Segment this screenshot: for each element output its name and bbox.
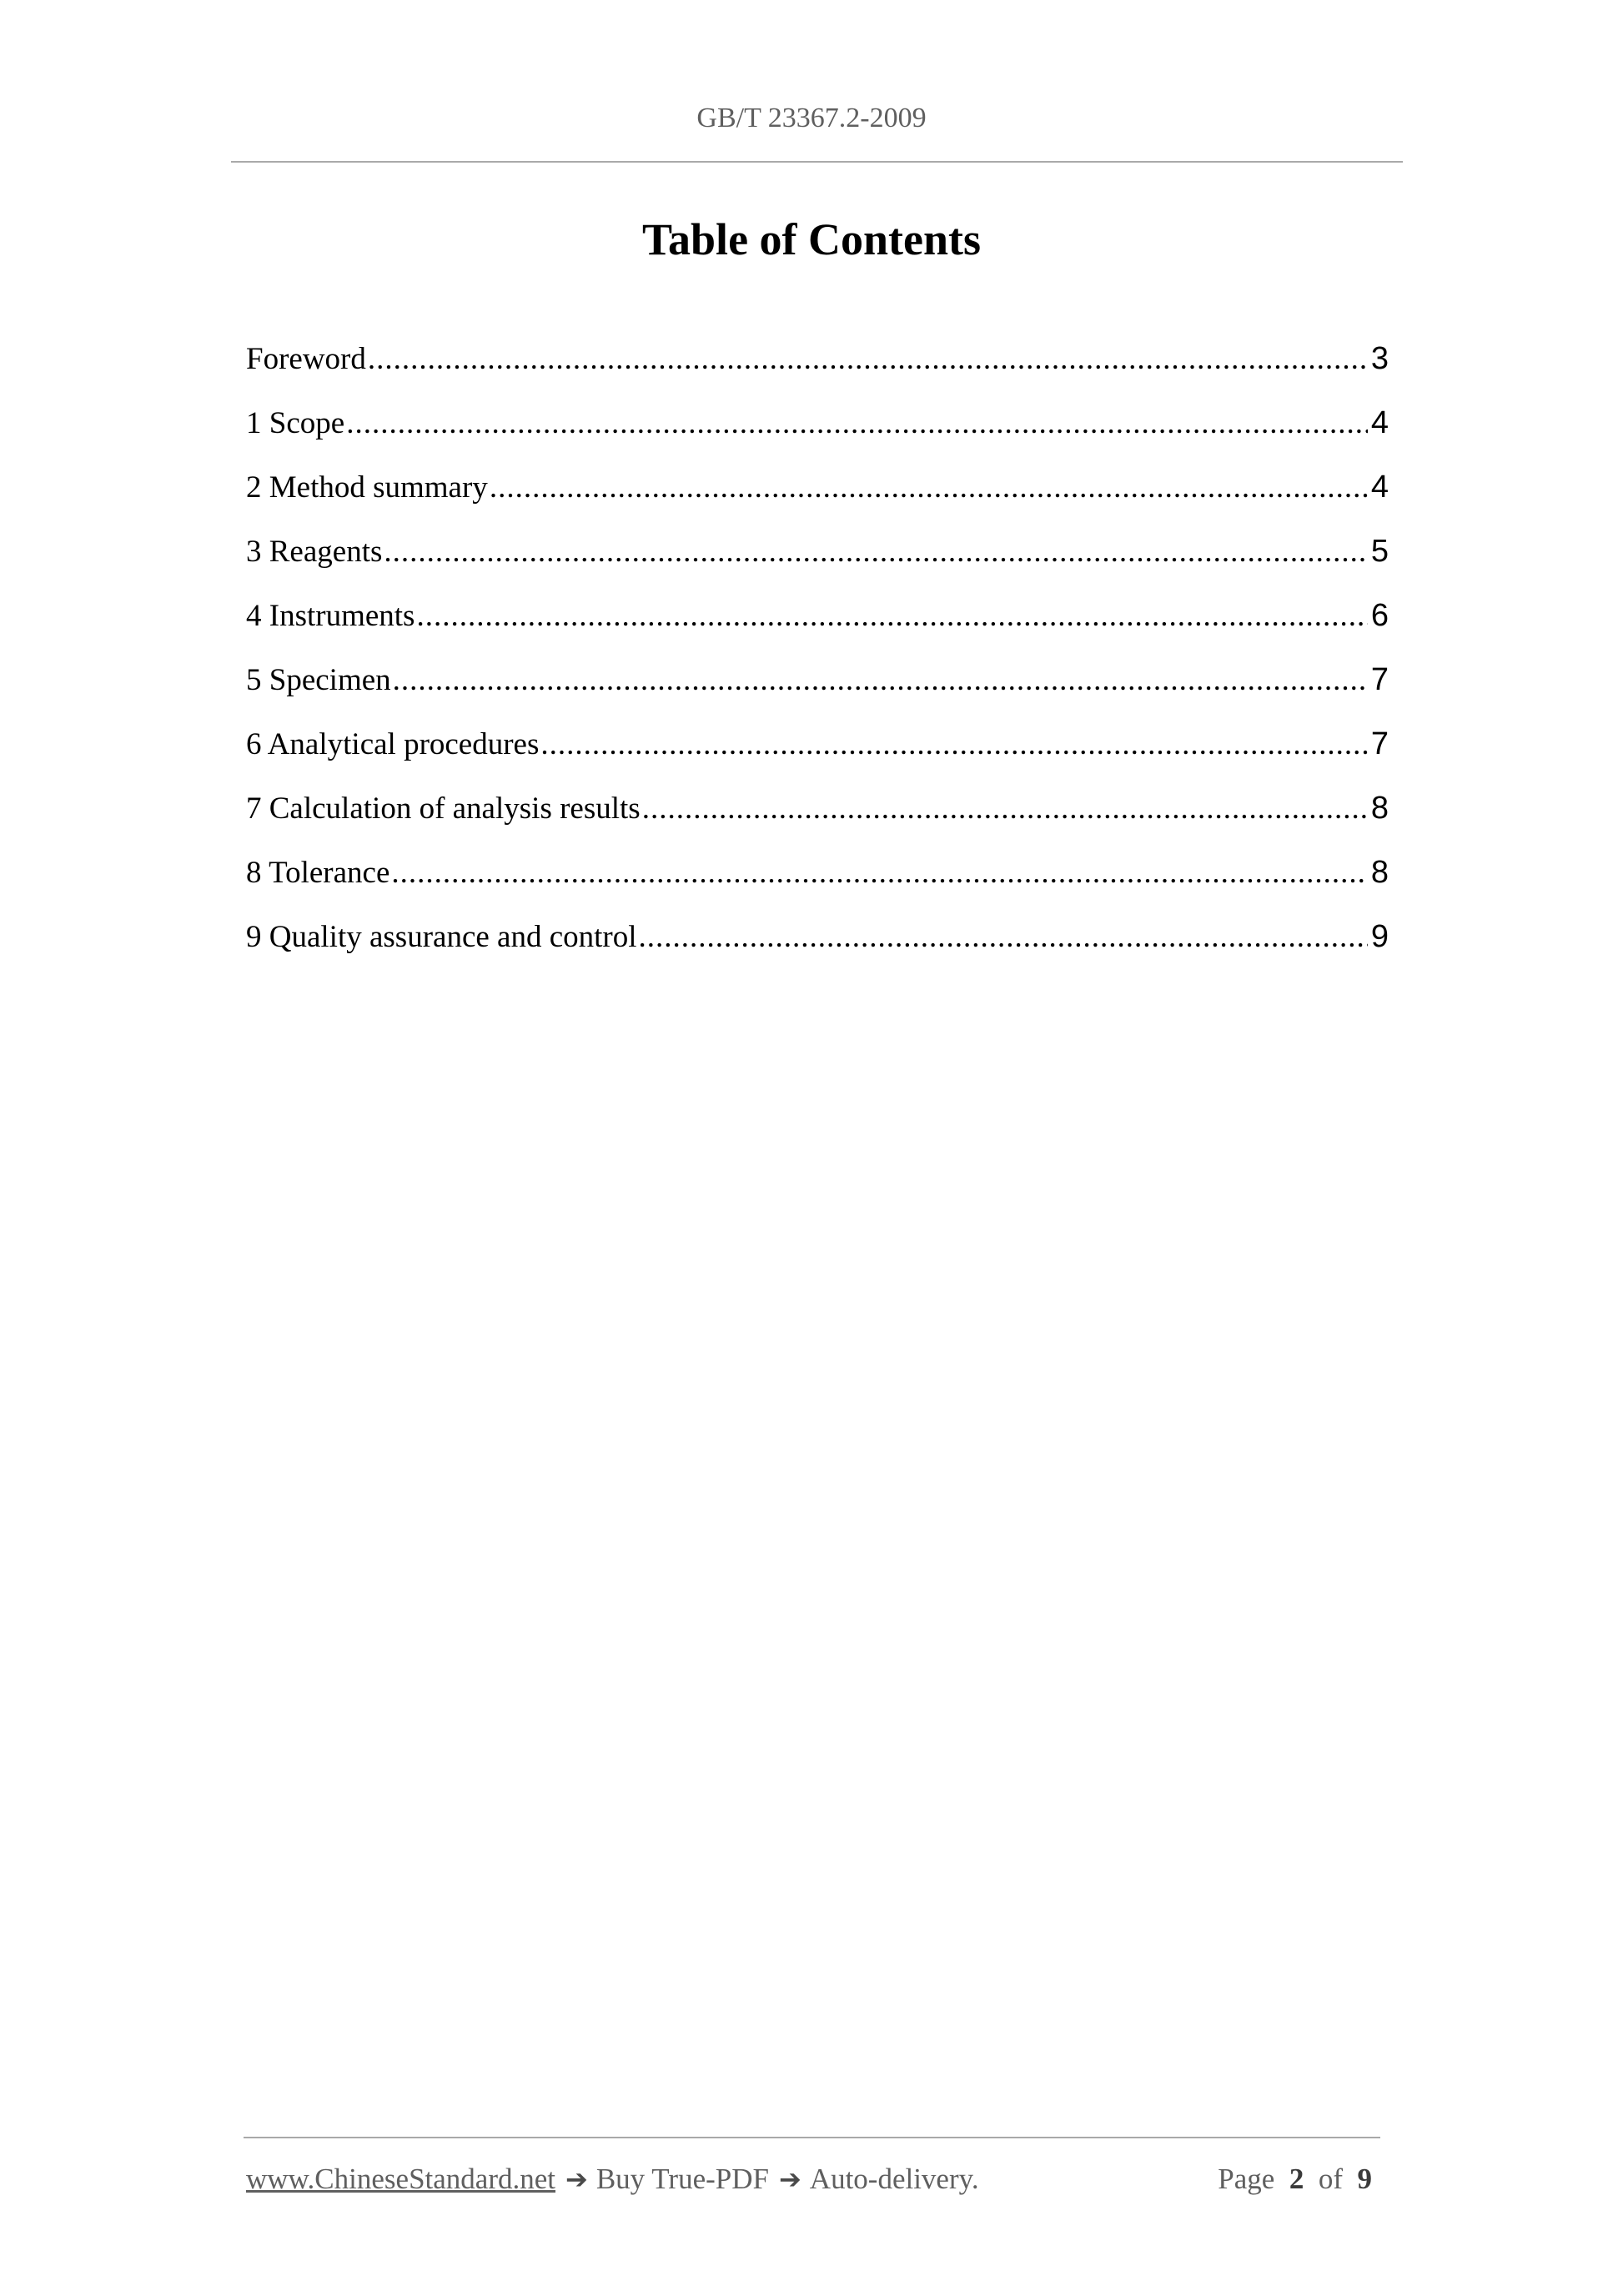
toc-entry-label: 9 Quality assurance and control — [246, 920, 637, 954]
toc-entry-label: 5 Specimen — [246, 663, 391, 697]
toc-leader-dots — [368, 339, 1368, 380]
toc-entry-page: 8 — [1370, 855, 1389, 890]
toc-entry-label: 6 Analytical procedures — [246, 727, 540, 761]
toc-leader-dots — [639, 917, 1368, 958]
buy-true-pdf-text: Buy True-PDF — [595, 2163, 769, 2195]
toc-title: Table of Contents — [641, 214, 982, 264]
toc-entry-page: 4 — [1370, 405, 1389, 440]
toc-entry-label: 8 Tolerance — [246, 856, 390, 890]
page-indicator — [1218, 2158, 1372, 2200]
toc-entry-label: 2 Method summary — [246, 470, 488, 505]
toc-entry-label: 4 Instruments — [246, 599, 415, 633]
toc-entry-page: 5 — [1370, 534, 1389, 569]
toc-entry-page: 8 — [1370, 791, 1389, 826]
toc-entry[interactable] — [246, 402, 1389, 466]
toc-entry-label: 7 Calculation of analysis results — [246, 791, 641, 826]
toc-list — [246, 338, 1389, 980]
toc-entry[interactable] — [246, 852, 1389, 916]
footer-divider — [244, 2137, 1380, 2138]
page-word: Page — [1218, 2163, 1275, 2195]
arrow-right-icon: ➔ — [565, 2163, 588, 2195]
toc-leader-dots — [393, 660, 1368, 701]
arrow-right-icon: ➔ — [778, 2163, 801, 2195]
toc-leader-dots — [642, 788, 1368, 830]
toc-entry[interactable] — [246, 530, 1389, 595]
current-page-number: 2 — [1289, 2163, 1304, 2195]
toc-entry-page: 6 — [1370, 598, 1389, 633]
toc-entry[interactable] — [246, 595, 1389, 659]
toc-leader-dots — [490, 467, 1368, 509]
total-pages-number: 9 — [1357, 2163, 1372, 2195]
toc-entry[interactable] — [246, 659, 1389, 723]
of-word: of — [1318, 2163, 1343, 2195]
toc-leader-dots — [416, 595, 1367, 637]
toc-entry-label: 3 Reagents — [246, 535, 383, 569]
toc-entry[interactable] — [246, 338, 1389, 402]
toc-entry-page: 3 — [1370, 341, 1389, 376]
header-divider — [231, 161, 1403, 163]
toc-entry[interactable] — [246, 723, 1389, 787]
site-link[interactable]: www.ChineseStandard.net — [246, 2163, 555, 2195]
footer-promo — [246, 2158, 979, 2200]
page-footer — [246, 2158, 1380, 2200]
toc-entry-page: 9 — [1370, 919, 1389, 954]
toc-leader-dots — [384, 531, 1367, 573]
toc-entry[interactable] — [246, 916, 1389, 980]
toc-leader-dots — [391, 852, 1367, 894]
toc-entry-page: 4 — [1370, 470, 1389, 505]
toc-entry-label: 1 Scope — [246, 406, 345, 440]
toc-entry-page: 7 — [1370, 662, 1389, 697]
toc-leader-dots — [540, 724, 1367, 766]
document-code: GB/T 23367.2-2009 — [696, 103, 927, 133]
toc-entry-label: Foreword — [246, 342, 366, 376]
toc-entry[interactable] — [246, 787, 1389, 852]
toc-entry[interactable] — [246, 466, 1389, 530]
auto-delivery-text: Auto-delivery. — [809, 2163, 979, 2195]
toc-entry-page: 7 — [1370, 726, 1389, 761]
toc-leader-dots — [346, 403, 1368, 445]
